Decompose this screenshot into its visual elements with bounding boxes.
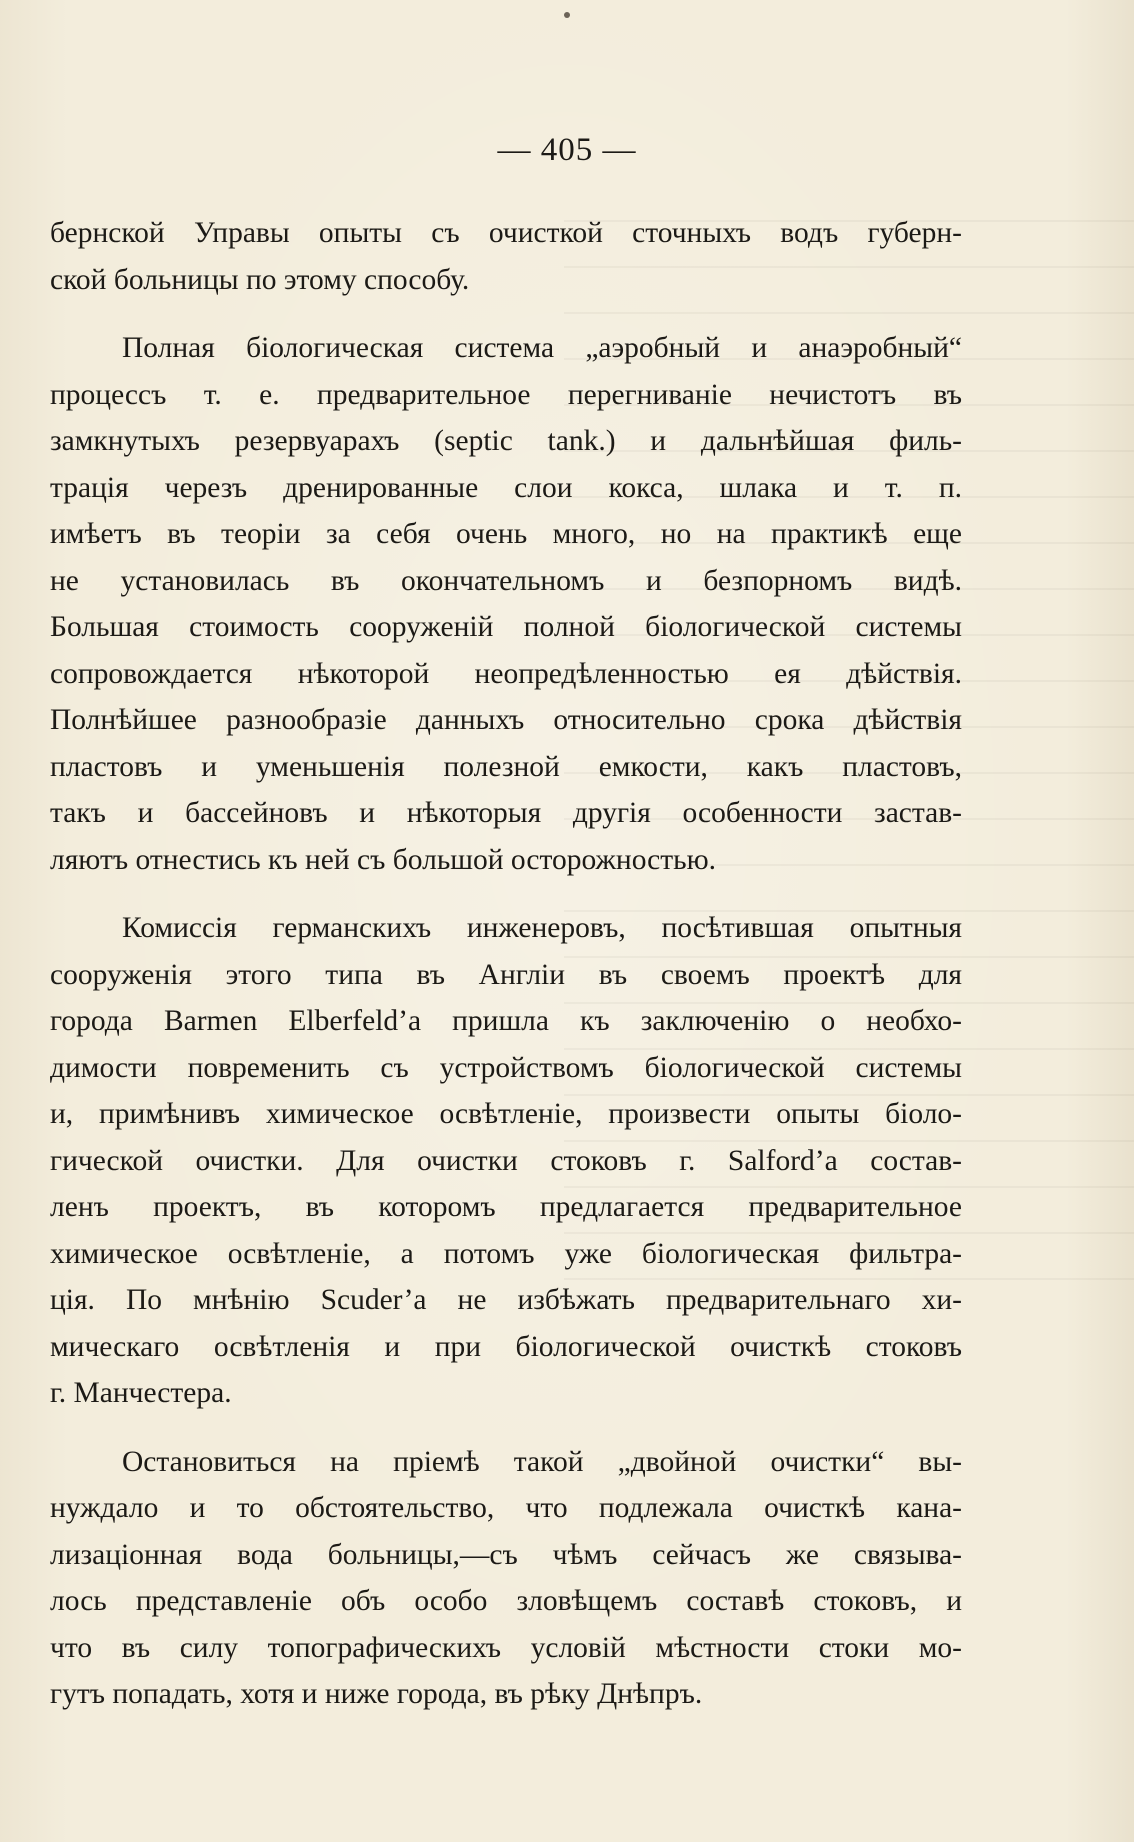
text-line: ляютъ отнестись къ ней съ большой осторожностью. (50, 843, 717, 876)
text-line: химическое освѣтленіе, а потомъ уже біологическая фильтра- (50, 1237, 962, 1270)
text-line: что въ силу топографическихъ условій мѣстности стоки мо- (50, 1631, 962, 1664)
text-line: димости повременить съ устройствомъ біологической системы (50, 1051, 962, 1084)
text-line: Полнѣйшее разнообразіе данныхъ относительно срока дѣйствія (50, 704, 962, 736)
text-line: Комиссія германскихъ инженеровъ, посѣтившая опытныя (122, 912, 962, 944)
text-line: пластовъ и уменьшенія полезной емкости, какъ пластовъ, (50, 750, 962, 783)
text-line: сопровождается нѣкоторой неопредѣленностью ея дѣйствія. (50, 657, 962, 690)
print-speck (564, 12, 570, 18)
paragraph (50, 1439, 962, 1718)
text-line: города Barmen Elberfeld’a пришла къ заключенію о необхо- (50, 1005, 962, 1037)
page-number: — 405 — (497, 132, 637, 168)
text-line: Остановиться на пріемѣ такой „двойной очистки“ вы- (122, 1445, 962, 1478)
text-line: ленъ проектъ, въ которомъ предлагается предварительное (50, 1191, 962, 1223)
body-text (50, 210, 962, 1740)
text-line: нуждало и то обстоятельство, что подлежала очисткѣ кана- (50, 1492, 962, 1524)
text-line: лось представленіе объ особо зловѣщемъ составѣ стоковъ, и (50, 1585, 962, 1617)
text-line: ской больницы по этому способу. (50, 263, 470, 296)
text-line: гутъ попадать, хотя и ниже города, въ рѣку Днѣпръ. (50, 1678, 703, 1710)
text-line: трація черезъ дренированные слои кокса, шлака и т. п. (50, 471, 962, 504)
paragraph (50, 210, 962, 303)
text-line: процессъ т. е. предварительное перегниваніе нечистотъ въ (50, 378, 962, 411)
paragraph (50, 325, 962, 883)
text-line: г. Манчестера. (50, 1377, 232, 1409)
text-line: мическаго освѣтленія и при біологической очисткѣ стоковъ (50, 1330, 962, 1363)
text-line: такъ и бассейновъ и нѣкоторыя другія особенности застав- (50, 797, 962, 829)
text-line: Полная біологическая система „аэробный и анаэробный“ (122, 332, 962, 364)
text-line: бернской Управы опыты съ очисткой сточныхъ водъ губерн- (50, 217, 962, 249)
text-line: и, примѣнивъ химическое освѣтленіе, произвести опыты біоло- (50, 1098, 962, 1130)
paragraph (50, 905, 962, 1417)
text-line: сооруженія этого типа въ Англіи въ своемъ проектѣ для (50, 958, 962, 991)
text-line: лизаціонная вода больницы,—съ чѣмъ сейчасъ же связыва- (50, 1538, 962, 1571)
text-line: имѣетъ въ теоріи за себя очень много, но на практикѣ еще (50, 518, 962, 550)
text-line: Большая стоимость сооруженій полной біологической системы (50, 611, 962, 643)
text-line: замкнутыхъ резервуарахъ (septic tank.) и дальнѣйшая филь- (50, 425, 962, 457)
text-line: гической очистки. Для очистки стоковъ г. Salford’a состав- (50, 1144, 962, 1177)
text-line: ція. По мнѣнію Scuder’a не избѣжать предварительнаго хи- (50, 1284, 962, 1316)
text-line: не установилась въ окончательномъ и безпорномъ видѣ. (50, 564, 962, 597)
